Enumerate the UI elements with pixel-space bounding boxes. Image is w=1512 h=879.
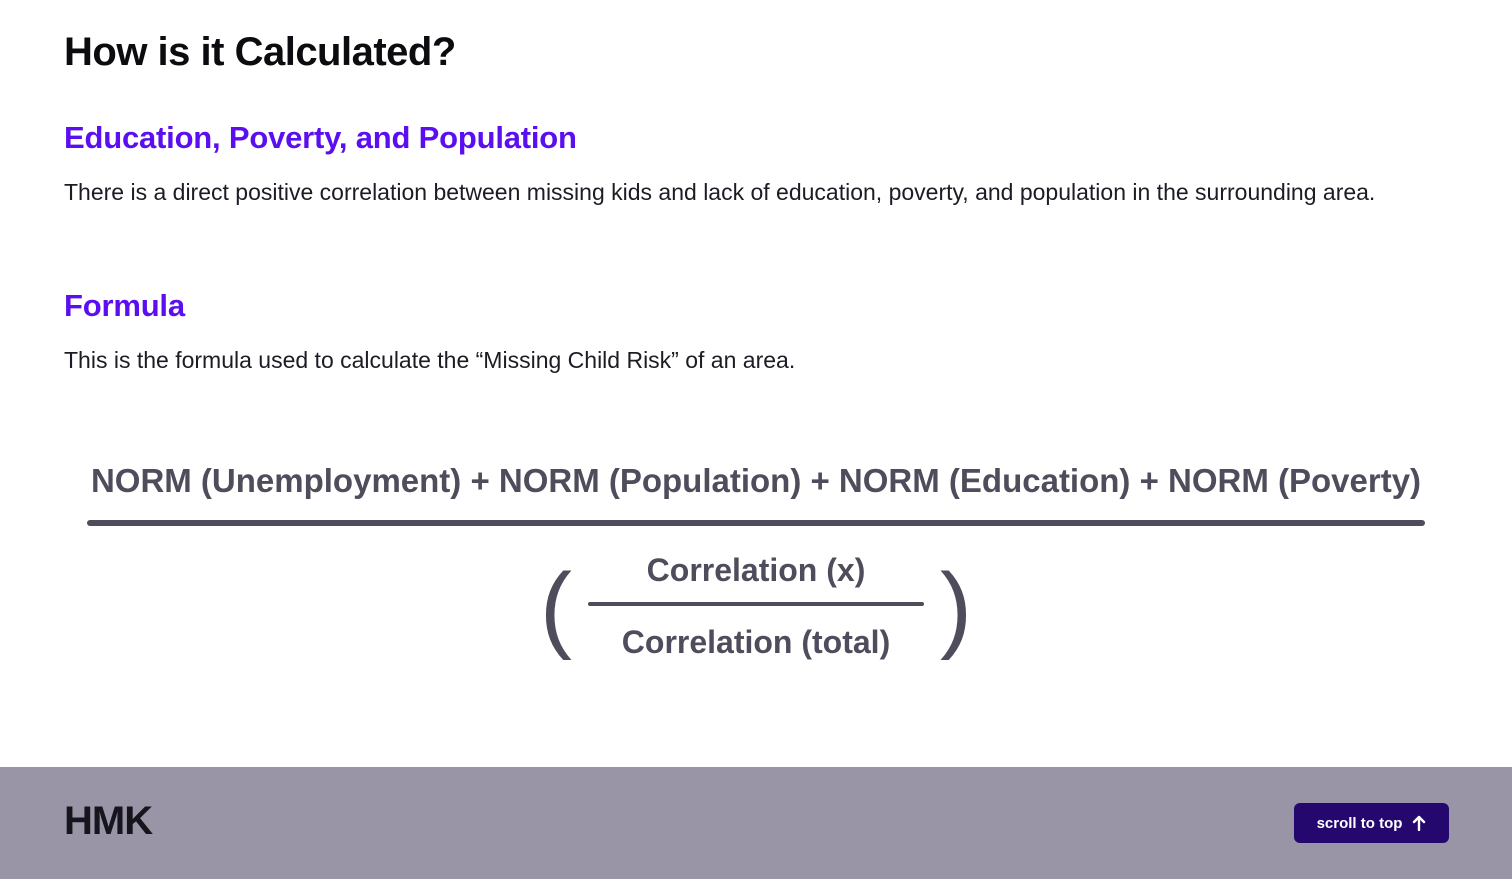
formula-inner-fraction-bar bbox=[588, 602, 924, 606]
arrow-up-icon bbox=[1412, 815, 1426, 831]
footer bbox=[0, 767, 1512, 879]
formula-inner-numerator: Correlation (x) bbox=[646, 552, 866, 588]
section-body-formula: This is the formula used to calculate the “Missing Child Risk” of an area. bbox=[64, 347, 796, 373]
formula-numerator: NORM (Unemployment) + NORM (Population) + NORM (Education) + NORM (Poverty) bbox=[90, 462, 1422, 499]
footer-logo: HMK bbox=[64, 799, 153, 843]
section-heading-education: Education, Poverty, and Population bbox=[64, 120, 577, 155]
scroll-to-top-label: scroll to top bbox=[1316, 814, 1403, 832]
formula-inner-denominator: Correlation (total) bbox=[621, 624, 891, 660]
scroll-to-top-button[interactable] bbox=[1294, 803, 1449, 843]
page-title: How is it Calculated? bbox=[64, 30, 456, 74]
section-body-education: There is a direct positive correlation between missing kids and lack of education, poverty, and population in the surrounding area. bbox=[64, 179, 1376, 205]
formula-fraction-bar bbox=[87, 520, 1425, 526]
formula-right-paren: ) bbox=[940, 554, 972, 661]
formula-left-paren: ( bbox=[540, 554, 572, 661]
section-heading-formula: Formula bbox=[64, 288, 185, 323]
